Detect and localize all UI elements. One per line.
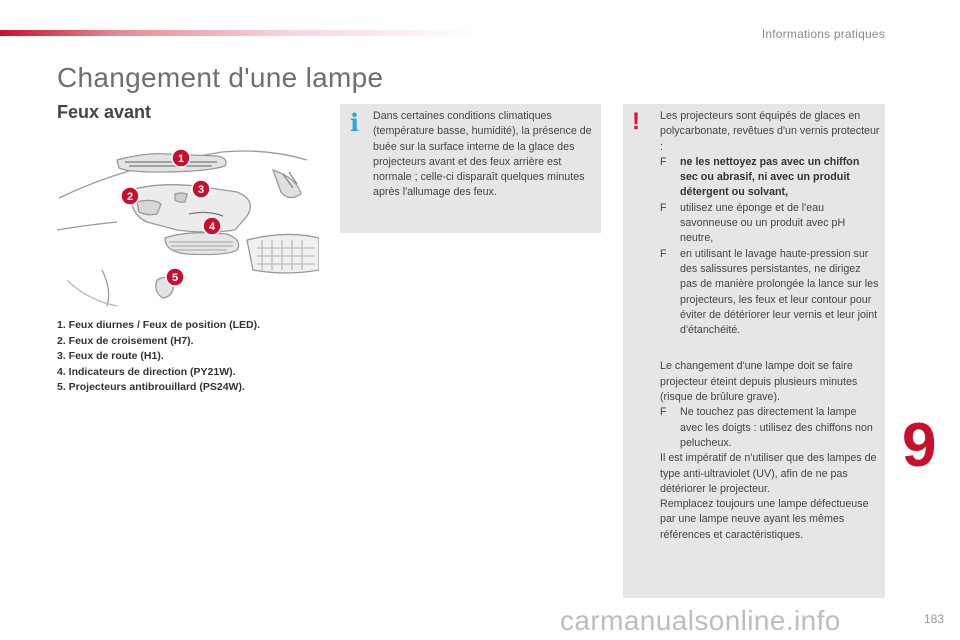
warning-item: F utilisez une éponge et de l'eau savonneuse ou un produit avec pH neutre,	[660, 201, 846, 245]
svg-text:3: 3	[197, 184, 205, 196]
warning-list	[660, 155, 880, 339]
warning-text	[660, 109, 880, 543]
warning-paragraph: Le changement d'une lampe doit se faire projecteur éteint depuis plusieurs minutes (risque de brûlure grave).	[660, 360, 858, 404]
legend-item: 2. Feux de croisement (H7).	[57, 334, 194, 347]
svg-text:1: 1	[177, 153, 185, 165]
legend-item: 4. Indicateurs de direction (PY21W).	[57, 365, 236, 378]
subheading: Feux avant	[57, 102, 152, 122]
watermark: carmanualsonline.info	[560, 605, 841, 636]
warning-icon: !	[632, 108, 640, 135]
svg-text:4: 4	[208, 221, 216, 233]
callout-4	[203, 217, 221, 235]
warning-item: F Ne touchez pas directement la lampe avec les doigts : utilisez des chiffons non pelucheux.	[660, 406, 873, 449]
legend-item: 1. Feux diurnes / Feux de position (LED).	[57, 319, 261, 331]
bullet-icon: F	[660, 247, 667, 260]
warning-intro: Les projecteurs sont équipés de glaces en polycarbonate, revêtues d'un vernis protecteur :	[660, 110, 880, 153]
bullet-icon: F	[660, 406, 667, 419]
info-box	[340, 104, 601, 233]
callout-5	[166, 268, 184, 286]
warning-item: F en utilisant le lavage haute-pression sur des salissures persistantes, ne dirigez pas de manière prolongée la lance sur les projecteurs, les feux et leur contour pour éviter de détériorer leur vernis et leur joint d'étanchéité.	[660, 247, 879, 337]
svg-text:2: 2	[126, 191, 134, 203]
warning-box	[623, 104, 885, 598]
callout-1	[172, 149, 190, 167]
svg-text:5: 5	[171, 272, 179, 284]
chapter-number: 9	[902, 411, 937, 480]
warning-paragraph: Remplacez toujours une lampe défectueuse par une lampe neuve ayant les mêmes références et caractéristiques.	[660, 498, 869, 541]
headlamp-illustration	[57, 130, 319, 308]
callout-3	[192, 180, 210, 198]
warning-item: F ne les nettoyez pas avec un chiffon sec ou abrasif, ni avec un produit détergent ou solvant,	[660, 155, 860, 199]
bullet-icon: F	[660, 155, 667, 168]
legend-item: 3. Feux de route (H1).	[57, 350, 164, 362]
warning-list	[660, 405, 880, 451]
warning-paragraph: Il est impératif de n'utiliser que des lampes de type anti-ultraviolet (UV), afin de ne pas détériorer le projecteur.	[660, 452, 877, 495]
section-header: Informations pratiques	[761, 27, 885, 41]
callout-2	[121, 187, 139, 205]
page-title: Changement d'une lampe	[57, 62, 384, 93]
page-number: 183	[923, 612, 944, 626]
bullet-icon: F	[660, 201, 667, 214]
info-icon: i	[350, 108, 360, 137]
legend-item: 5. Projecteurs antibrouillard (PS24W).	[57, 381, 245, 393]
header-accent-bar	[0, 30, 480, 36]
info-text: Dans certaines conditions climatiques (température basse, humidité), la présence de buée sur la surface interne de la glace des projecteurs avant et des feux arrière est normale ; celle-ci disparaît quelques minutes après l'allumage des feux.	[373, 110, 592, 199]
bulb-legend	[57, 318, 260, 396]
